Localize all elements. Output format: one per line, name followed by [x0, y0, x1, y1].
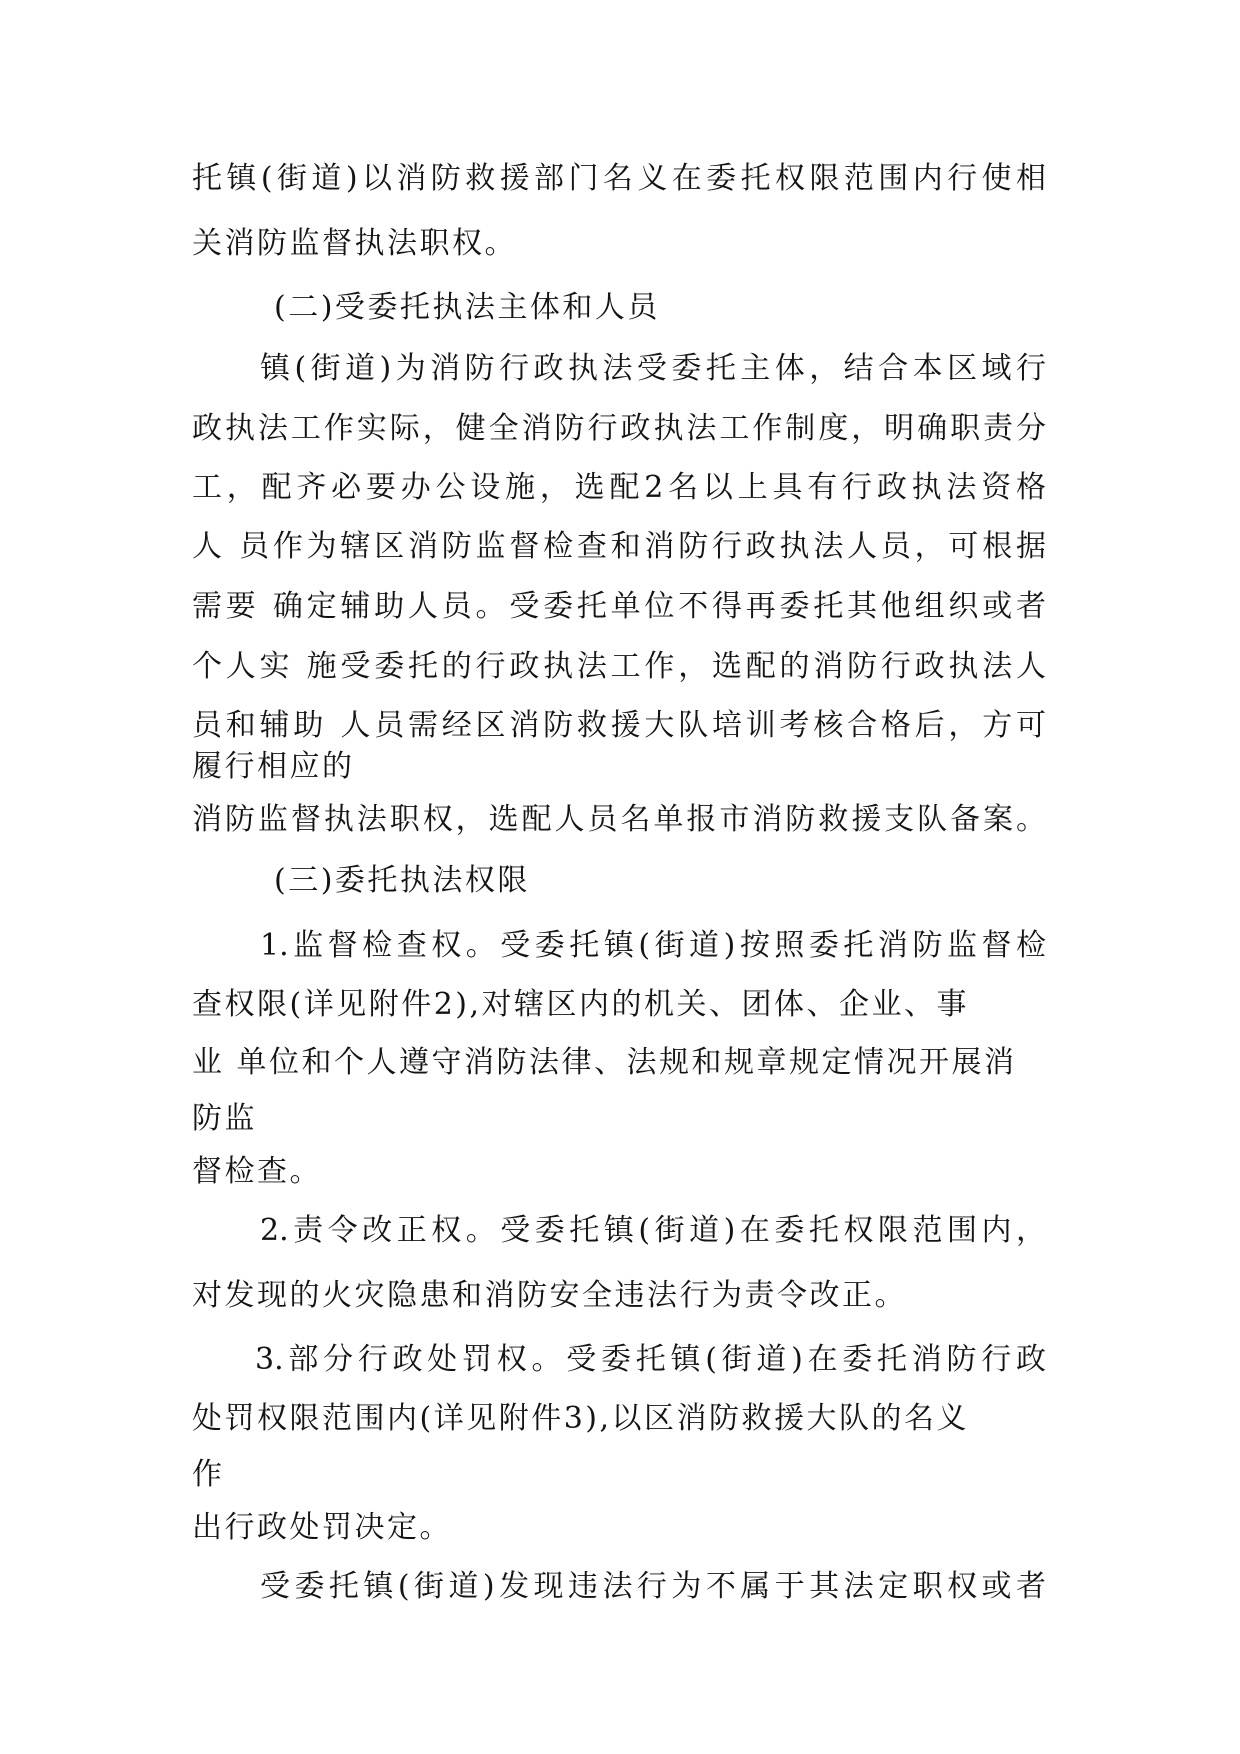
text-line: 托镇(街道)以消防救援部门名义在委托权限范围内行使相 [192, 161, 1046, 196]
text-line: 3.部分行政处罚权。受委托镇(街道)在委托消防行政 [255, 1342, 1046, 1377]
text-line: 履行相应的 [192, 749, 355, 784]
text-line: 工，配齐必要办公设施，选配2名以上具有行政执法资格 [192, 470, 1046, 505]
text-line: 防监 [192, 1101, 257, 1136]
text-line: 消防监督执法职权，选配人员名单报市消防救援支队备案。 [192, 802, 1046, 837]
text-line: 个人实 施受委托的行政执法工作，选配的消防行政执法人 [192, 649, 1046, 684]
text-line: 受委托镇(街道)发现违法行为不属于其法定职权或者 [260, 1569, 1046, 1604]
text-line: 出行政处罚决定。 [192, 1510, 452, 1545]
text-line: 1.监督检查权。受委托镇(街道)按照委托消防监督检 [260, 928, 1046, 963]
text-line: 需要 确定辅助人员。受委托单位不得再委托其他组织或者 [192, 589, 1046, 624]
text-line: 员和辅助 人员需经区消防救援大队培训考核合格后，方可 [192, 708, 1046, 743]
text-line: 作 [192, 1457, 225, 1492]
text-line: 查权限(详见附件2),对辖区内的机关、团体、企业、事 [192, 987, 970, 1022]
text-line: 处罚权限范围内(详见附件3),以区消防救援大队的名义 [192, 1401, 970, 1436]
text-line: 督检查。 [192, 1154, 322, 1189]
text-line: 关消防监督执法职权。 [192, 226, 517, 261]
text-line: 人 员作为辖区消防监督检查和消防行政执法人员，可根据 [192, 529, 1046, 564]
text-line: 镇(街道)为消防行政执法受委托主体，结合本区域行 [260, 351, 1046, 386]
section-heading: (三)委托执法权限 [274, 863, 530, 898]
section-heading: (二)受委托执法主体和人员 [274, 290, 660, 325]
text-line: 政执法工作实际，健全消防行政执法工作制度，明确职责分 [192, 411, 1046, 446]
text-line: 对发现的火灾隐患和消防安全违法行为责令改正。 [192, 1278, 907, 1313]
text-line: 业 单位和个人遵守消防法律、法规和规章规定情况开展消 [192, 1045, 1017, 1080]
text-line: 2.责令改正权。受委托镇(街道)在委托权限范围内， [260, 1213, 1046, 1248]
